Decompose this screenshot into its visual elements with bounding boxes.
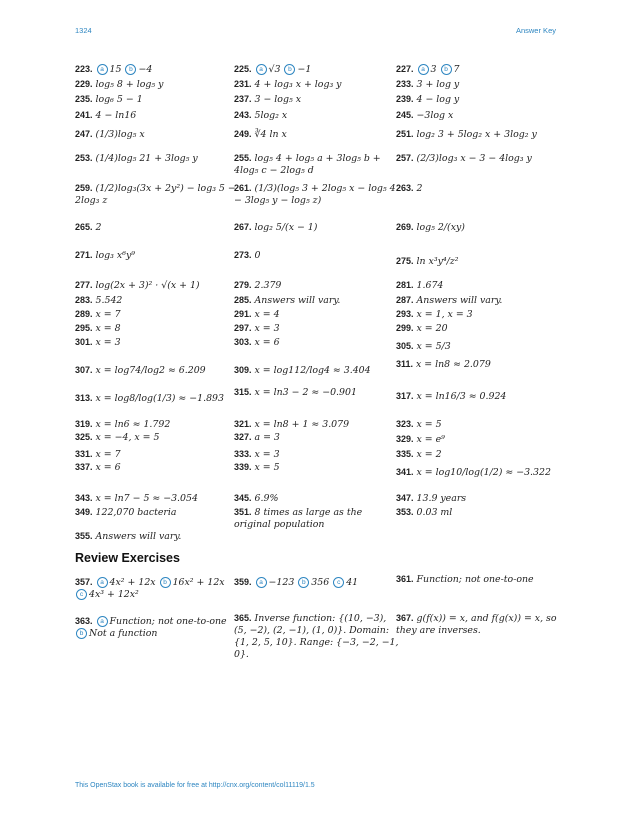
answer-number: 297.: [234, 323, 252, 333]
answer-text: x = 2: [416, 449, 442, 460]
answer-text: 15: [109, 64, 122, 75]
answer-number: 261.: [234, 183, 252, 193]
answer-text: Function; not one-to-one: [416, 574, 534, 585]
answer-text: Answers will vary.: [416, 295, 503, 306]
answer-text: log₅ 2/(xy): [416, 222, 465, 233]
answer-text: log₃ x⁶y⁹: [95, 250, 136, 261]
answer-number: 333.: [234, 449, 252, 459]
answer-number: 245.: [396, 110, 414, 120]
answer-text: x = 1, x = 3: [416, 309, 473, 320]
answer-item: [75, 615, 240, 640]
answer-text: x = 6: [95, 462, 121, 473]
answer-number: 361.: [396, 574, 414, 584]
answer-number: 341.: [396, 467, 414, 477]
answer-number: 231.: [234, 79, 252, 89]
answer-text: x = ln8 ≈ 2.079: [416, 359, 491, 370]
answer-item: [396, 433, 561, 446]
answer-text: log₂ 5/(x − 1): [254, 222, 318, 233]
answer-text: 13.9 years: [416, 493, 467, 504]
answer-number: 263.: [396, 183, 414, 193]
answer-text: −3log x: [416, 110, 454, 121]
answer-number: 283.: [75, 295, 93, 305]
answer-text: x = 6: [254, 337, 280, 348]
answer-text: log₆ 5 − 1: [95, 94, 143, 105]
answer-number: 259.: [75, 183, 93, 193]
answer-item: [75, 431, 240, 444]
answer-item: [234, 78, 399, 91]
part-label-circle: b: [160, 577, 171, 588]
answer-text: log₂ 3 + 5log₂ x + 3log₂ y: [416, 129, 537, 140]
answer-number: 249.: [234, 129, 252, 139]
answer-number: 307.: [75, 365, 93, 375]
answer-text: 6.9%: [254, 493, 279, 504]
answer-text: Not a function: [89, 628, 158, 639]
answer-item: [396, 109, 561, 122]
answer-number: 279.: [234, 280, 252, 290]
answer-number: 323.: [396, 419, 414, 429]
answer-text: x = log8/log(1/3) ≈ −1.893: [95, 393, 224, 404]
answer-number: 253.: [75, 153, 93, 163]
answer-item: [234, 612, 399, 661]
answer-text: 4 + log₃ x + log₃ y: [254, 79, 342, 90]
answer-text: 16x² + 12x: [172, 577, 225, 588]
answer-number: 359.: [234, 577, 252, 587]
answer-item: [234, 152, 399, 177]
answer-item: [75, 182, 240, 207]
answer-number: 317.: [396, 391, 414, 401]
answer-text: x = 8: [95, 323, 121, 334]
answer-number: 285.: [234, 295, 252, 305]
answer-number: 365.: [234, 613, 252, 623]
answer-number: 235.: [75, 94, 93, 104]
answer-number: 305.: [396, 341, 414, 351]
answer-item: [75, 279, 240, 292]
answer-text: ln x³y⁴/z²: [416, 256, 459, 267]
answer-item: [396, 573, 561, 586]
answer-item: [75, 392, 240, 405]
answer-number: 291.: [234, 309, 252, 319]
answer-number: 325.: [75, 432, 93, 442]
answer-text: (1/4)log₅ 21 + 3log₅ y: [95, 153, 198, 164]
answer-number: 331.: [75, 449, 93, 459]
answer-text: −1: [297, 64, 312, 75]
answer-text: 4 − ln16: [95, 110, 137, 121]
answer-text: ∛4 ln x: [254, 129, 287, 140]
answer-number: 347.: [396, 493, 414, 503]
answer-number: 267.: [234, 222, 252, 232]
page-number: 1324: [75, 26, 92, 35]
answer-item: [234, 418, 399, 431]
answer-item: [234, 336, 399, 349]
answer-item: [234, 322, 399, 335]
answer-item: [234, 221, 399, 234]
answer-text: x = e⁹: [416, 434, 445, 445]
answer-number: 301.: [75, 337, 93, 347]
answer-text: 2.379: [254, 280, 282, 291]
answer-text: x = log10/log(1/2) ≈ −3.322: [416, 467, 551, 478]
answer-item: [234, 128, 399, 141]
answer-number: 319.: [75, 419, 93, 429]
running-header: Answer Key: [515, 26, 556, 35]
answer-text: log₅ 8 + log₅ y: [95, 79, 164, 90]
part-label-circle: a: [97, 577, 108, 588]
answer-text: g(f(x)) = x, and f(g(x)) = x, so they are inverses.: [396, 613, 557, 636]
answer-number: 243.: [234, 110, 252, 120]
answer-item: [75, 418, 240, 431]
answer-text: 5.542: [95, 295, 123, 306]
answer-item: [75, 506, 240, 519]
answer-item: [396, 308, 561, 321]
answer-text: x = 5: [416, 419, 442, 430]
answer-number: 289.: [75, 309, 93, 319]
answer-item: [396, 322, 561, 335]
answer-number: 355.: [75, 531, 93, 541]
answer-text: x = 7: [95, 309, 121, 320]
answer-text: 2: [416, 183, 423, 194]
answer-text: 8 times as large as the original population: [234, 507, 363, 530]
answer-number: 303.: [234, 337, 252, 347]
answer-text: 122,070 bacteria: [95, 507, 177, 518]
answer-text: Function; not one-to-one: [109, 616, 227, 627]
answer-text: (1/3)log₅ x: [95, 129, 145, 140]
answer-number: 239.: [396, 94, 414, 104]
part-label-circle: b: [284, 64, 295, 75]
answer-number: 241.: [75, 110, 93, 120]
part-label-circle: c: [76, 589, 87, 600]
answer-item: [396, 340, 561, 353]
answer-number: 265.: [75, 222, 93, 232]
answer-text: x = ln7 − 5 ≈ −3.054: [95, 493, 198, 504]
answer-number: 223.: [75, 64, 93, 74]
answer-item: [396, 358, 561, 371]
answer-item: [75, 322, 240, 335]
answer-text: x = 5: [254, 462, 280, 473]
answer-item: [75, 128, 240, 141]
answer-text: x = 3: [95, 337, 121, 348]
footer-note: This OpenStax book is available for free at http://cnx.org/content/col11119/1.5: [75, 782, 315, 789]
answer-item: [75, 364, 240, 377]
answer-text: 41: [346, 577, 359, 588]
answer-item: [396, 128, 561, 141]
answer-text: 3: [430, 64, 437, 75]
answer-number: 311.: [396, 359, 414, 369]
answer-number: 329.: [396, 434, 414, 444]
answer-item: [75, 461, 240, 474]
answer-text: x = 20: [416, 323, 448, 334]
answer-item: [75, 492, 240, 505]
answer-item: [396, 506, 561, 519]
answer-text: 0: [254, 250, 261, 261]
answer-item: [75, 109, 240, 122]
answer-number: 257.: [396, 153, 414, 163]
answer-item: [234, 63, 399, 76]
answer-item: [234, 448, 399, 461]
answer-text: x = log112/log4 ≈ 3.404: [254, 365, 371, 376]
answer-item: [396, 255, 561, 268]
answer-item: [396, 279, 561, 292]
answer-number: 251.: [396, 129, 414, 139]
answer-item: [234, 576, 399, 589]
answer-number: 335.: [396, 449, 414, 459]
answer-item: [234, 492, 399, 505]
answer-item: [234, 364, 399, 377]
answer-text: 0.03 ml: [416, 507, 453, 518]
part-label-circle: b: [298, 577, 309, 588]
part-label-circle: b: [125, 64, 136, 75]
answer-text: x = −4, x = 5: [95, 432, 160, 443]
answer-text: 3 − log₅ x: [254, 94, 301, 105]
answer-item: [75, 530, 240, 543]
answer-item: [396, 418, 561, 431]
answer-item: [396, 448, 561, 461]
answer-item: [234, 109, 399, 122]
answer-item: [234, 386, 399, 399]
part-label-circle: c: [333, 577, 344, 588]
answer-text: x = 7: [95, 449, 121, 460]
answer-number: 315.: [234, 387, 252, 397]
answer-text: x = 4: [254, 309, 280, 320]
part-label-circle: b: [441, 64, 452, 75]
answer-item: [75, 336, 240, 349]
answer-text: x = ln16/3 ≈ 0.924: [416, 391, 507, 402]
answer-item: [75, 249, 240, 262]
part-label-circle: a: [97, 64, 108, 75]
answer-number: 281.: [396, 280, 414, 290]
answer-item: [396, 390, 561, 403]
answer-text: (1/3)(log₅ 3 + 2log₅ x − log₅ 4 − 3log₅ y − log₅ z): [234, 183, 396, 206]
answer-item: [396, 294, 561, 307]
answer-item: [75, 63, 240, 76]
answer-number: 313.: [75, 393, 93, 403]
answer-item: [396, 221, 561, 234]
answer-text: x = 3: [254, 449, 280, 460]
answer-item: [75, 448, 240, 461]
answer-number: 273.: [234, 250, 252, 260]
answer-number: 277.: [75, 280, 93, 290]
answer-number: 269.: [396, 222, 414, 232]
answer-number: 357.: [75, 577, 93, 587]
answer-text: a = 3: [254, 432, 280, 443]
answer-text: 7: [453, 64, 460, 75]
answer-text: x = ln6 ≈ 1.792: [95, 419, 171, 430]
answer-item: [396, 182, 561, 195]
answer-item: [396, 152, 561, 165]
part-label-circle: a: [97, 616, 108, 627]
answer-item: [396, 63, 561, 76]
answer-text: 5log₂ x: [254, 110, 288, 121]
answer-number: 255.: [234, 153, 252, 163]
answer-item: [75, 308, 240, 321]
answer-number: 295.: [75, 323, 93, 333]
answer-number: 227.: [396, 64, 414, 74]
answer-text: Inverse function: {(10, −3), (5, −2), (2, −1), (1, 0)}. Domain: {1, 2, 5, 10}. Range: {−3, −2, −1, 0}.: [234, 613, 399, 660]
answer-number: 339.: [234, 462, 252, 472]
answer-text: x = 3: [254, 323, 280, 334]
answer-item: [396, 466, 561, 479]
answer-number: 345.: [234, 493, 252, 503]
answer-number: 343.: [75, 493, 93, 503]
answer-number: 237.: [234, 94, 252, 104]
answer-text: log₅ 4 + log₅ a + 3log₅ b + 4log₅ c − 2log₅ d: [234, 153, 381, 176]
answer-item: [234, 249, 399, 262]
part-label-circle: b: [76, 628, 87, 639]
answer-number: 349.: [75, 507, 93, 517]
answer-number: 233.: [396, 79, 414, 89]
answer-number: 309.: [234, 365, 252, 375]
part-label-circle: a: [418, 64, 429, 75]
answer-item: [234, 182, 399, 207]
answer-number: 327.: [234, 432, 252, 442]
answer-item: [234, 506, 399, 531]
answer-number: 271.: [75, 250, 93, 260]
answer-item: [75, 78, 240, 91]
answer-number: 363.: [75, 616, 93, 626]
answer-number: 229.: [75, 79, 93, 89]
answer-text: 3 + log y: [416, 79, 460, 90]
answer-text: −4: [138, 64, 153, 75]
answer-item: [396, 492, 561, 505]
answer-number: 293.: [396, 309, 414, 319]
answer-item: [75, 294, 240, 307]
answer-text: 356: [311, 577, 330, 588]
answer-item: [396, 78, 561, 91]
answer-number: 321.: [234, 419, 252, 429]
part-label-circle: a: [256, 577, 267, 588]
answer-text: 4x² + 12x: [109, 577, 156, 588]
answer-number: 275.: [396, 256, 414, 266]
answer-text: (2/3)log₃ x − 3 − 4log₃ y: [416, 153, 532, 164]
answer-item: [234, 308, 399, 321]
answer-text: Answers will vary.: [254, 295, 341, 306]
answer-number: 225.: [234, 64, 252, 74]
answer-text: 2: [95, 222, 102, 233]
answer-item: [396, 93, 561, 106]
answer-text: 1.674: [416, 280, 444, 291]
answer-text: x = ln3 − 2 ≈ −0.901: [254, 387, 357, 398]
answer-number: 351.: [234, 507, 252, 517]
answer-text: 4x³ + 12x²: [89, 589, 139, 600]
answer-number: 353.: [396, 507, 414, 517]
answer-item: [234, 461, 399, 474]
answer-item: [75, 93, 240, 106]
review-exercises-heading: Review Exercises: [75, 551, 180, 565]
answer-text: √3: [268, 64, 281, 75]
answer-item: [75, 576, 240, 601]
answer-item: [234, 93, 399, 106]
answer-text: −123: [268, 577, 295, 588]
answer-text: log(2x + 3)² · √(x + 1): [95, 280, 200, 291]
answer-item: [234, 279, 399, 292]
answer-number: 367.: [396, 613, 414, 623]
answer-item: [75, 221, 240, 234]
answer-text: x = log74/log2 ≈ 6.209: [95, 365, 206, 376]
answer-number: 247.: [75, 129, 93, 139]
answer-item: [396, 612, 561, 637]
answer-text: x = 5/3: [416, 341, 451, 352]
part-label-circle: a: [256, 64, 267, 75]
answer-number: 337.: [75, 462, 93, 472]
answer-item: [234, 431, 399, 444]
answer-text: x = ln8 + 1 ≈ 3.079: [254, 419, 350, 430]
answer-number: 299.: [396, 323, 414, 333]
answer-number: 287.: [396, 295, 414, 305]
answer-text: Answers will vary.: [95, 531, 182, 542]
answer-item: [75, 152, 240, 165]
answer-text: 4 − log y: [416, 94, 460, 105]
answer-text: (1/2)log₃(3x + 2y²) − log₃ 5 − 2log₃ z: [75, 183, 236, 206]
answer-item: [234, 294, 399, 307]
